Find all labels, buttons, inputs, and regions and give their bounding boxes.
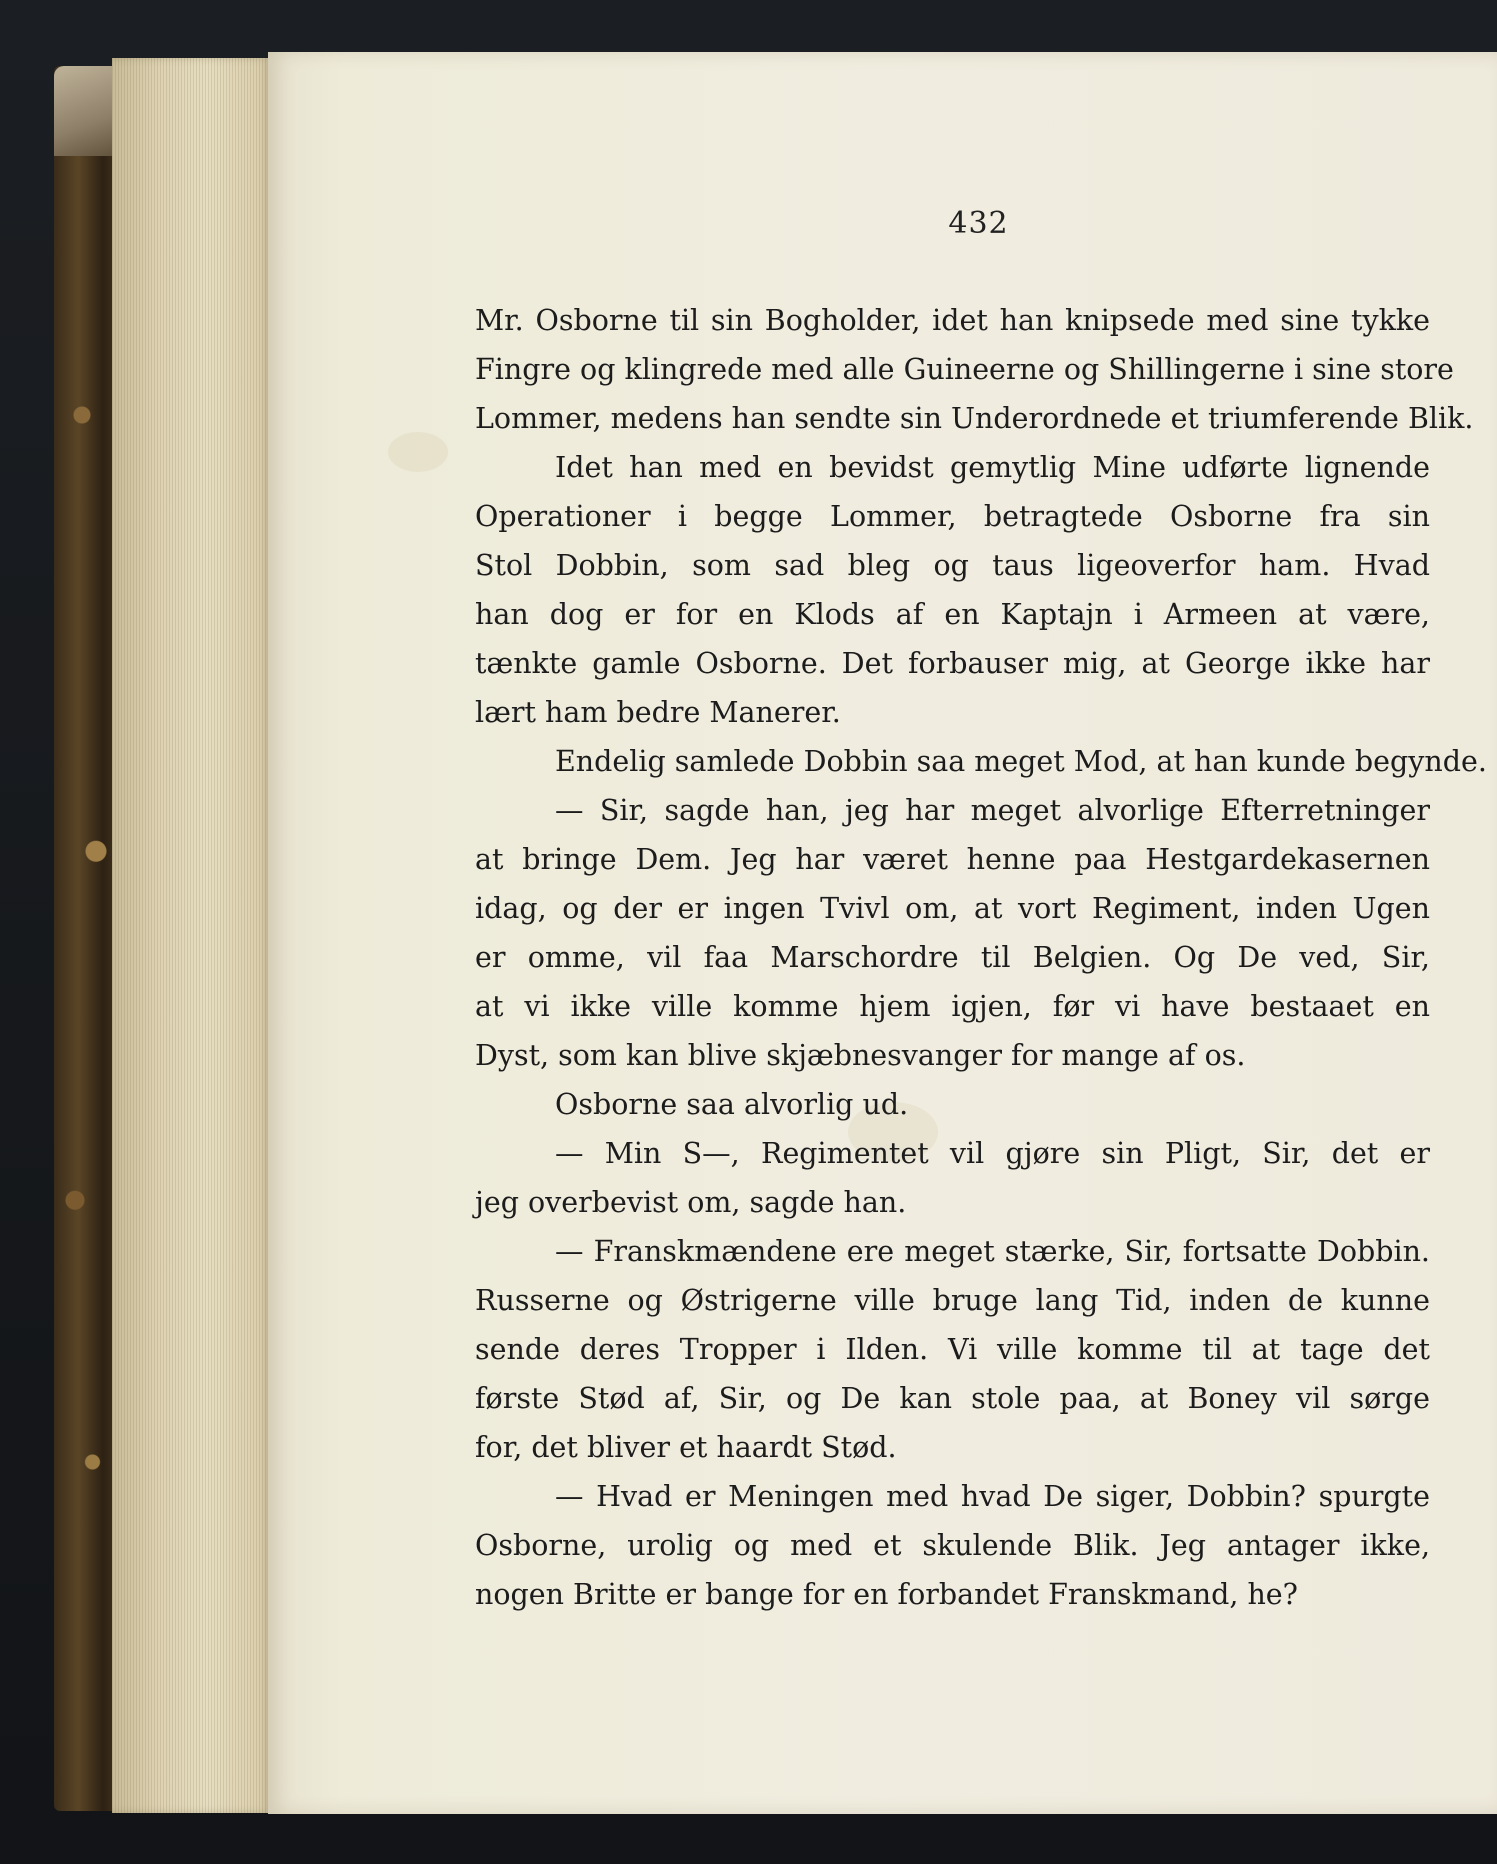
- text-line: — Hvad er Meningen med hvad De siger, Dobbin? spurgte: [555, 1480, 1430, 1513]
- text-line: Dyst, som kan blive skjæbnesvanger for mange af os.: [475, 1039, 1246, 1072]
- text-line: Russerne og Østrigerne ville bruge lang Tid, inden de kunne: [475, 1284, 1430, 1317]
- text-line: Operationer i begge Lommer, betragtede Osborne fra sin: [475, 500, 1430, 533]
- text-line: Stol Dobbin, som sad bleg og taus ligeoverfor ham. Hvad: [475, 549, 1430, 582]
- text-line: at bringe Dem. Jeg har været henne paa Hestgardekasernen: [475, 843, 1430, 876]
- text-line: Mr. Osborne til sin Bogholder, idet han knipsede med sine tykke: [475, 304, 1430, 337]
- text-line: Osborne, urolig og med et skulende Blik. Jeg antager ikke,: [475, 1529, 1430, 1562]
- text-line: — Franskmændene ere meget stærke, Sir, fortsatte Dobbin.: [555, 1235, 1430, 1268]
- text-line: er omme, vil faa Marschordre til Belgien. Og De ved, Sir,: [475, 941, 1430, 974]
- text-line: idag, og der er ingen Tvivl om, at vort Regiment, inden Ugen: [475, 892, 1430, 925]
- text-line: nogen Britte er bange for en forbandet Franskmand, he?: [475, 1578, 1298, 1611]
- text-line: at vi ikke ville komme hjem igjen, før vi have bestaaet en: [475, 990, 1430, 1023]
- text-line: Endelig samlede Dobbin saa meget Mod, at han kunde begynde.: [555, 745, 1487, 778]
- page-smudge: [388, 432, 448, 472]
- text-line: Fingre og klingrede med alle Guineerne og Shillingerne i sine store: [475, 353, 1454, 386]
- text-line: — Sir, sagde han, jeg har meget alvorlige Efterretninger: [555, 794, 1430, 827]
- text-line: han dog er for en Klods af en Kaptajn i Armeen at være,: [475, 598, 1430, 631]
- text-line: sende deres Tropper i Ilden. Vi ville komme til at tage det: [475, 1333, 1430, 1366]
- text-line: Lommer, medens han sendte sin Underordnede et triumferende Blik.: [475, 402, 1474, 435]
- text-line: — Min S—, Regimentet vil gjøre sin Pligt, Sir, det er: [555, 1137, 1430, 1170]
- page-text: [475, 296, 1487, 1619]
- text-line: Idet han med en bevidst gemytlig Mine udførte lignende: [555, 451, 1430, 484]
- text-line: første Stød af, Sir, og De kan stole paa, at Boney vil sørge: [475, 1382, 1430, 1415]
- text-line: tænkte gamle Osborne. Det forbauser mig, at George ikke har: [475, 647, 1430, 680]
- text-line: for, det bliver et haardt Stød.: [475, 1431, 897, 1464]
- page-number: 432: [948, 206, 1009, 241]
- text-line: lært ham bedre Manerer.: [475, 696, 841, 729]
- page-edges-block: [112, 58, 272, 1813]
- text-line: Osborne saa alvorlig ud.: [555, 1088, 909, 1121]
- text-line: jeg overbevist om, sagde han.: [475, 1186, 907, 1219]
